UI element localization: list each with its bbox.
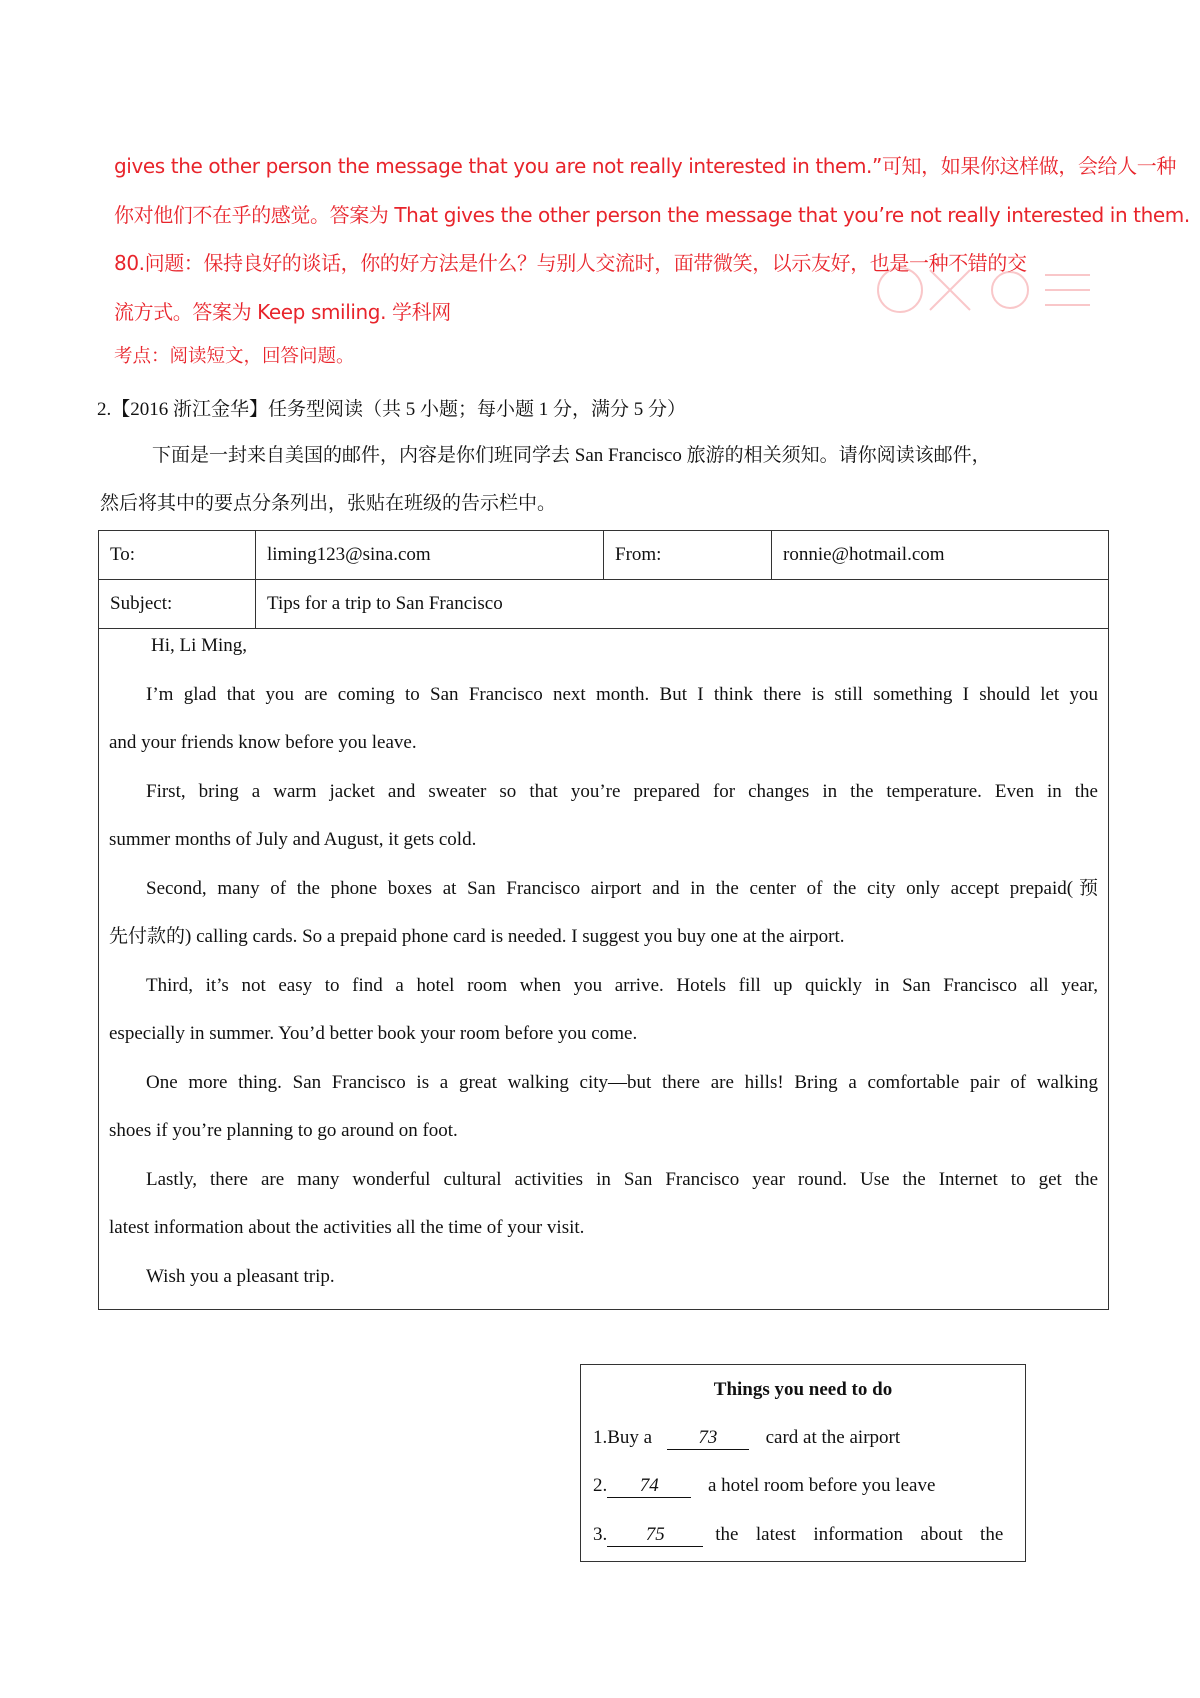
watermark-icon	[860, 250, 1110, 330]
email-body	[109, 631, 1098, 1310]
key-point: 考点：阅读短文，回答问题。	[114, 347, 355, 367]
task-title: Things you need to do	[713, 1379, 893, 1400]
intro-line: 然后将其中的要点分条列出，张贴在班级的告示栏中。	[100, 493, 557, 514]
to-value: liming123@sina.com	[255, 531, 603, 579]
email-line: Second, many of the phone boxes at San Francisco airport and in the center of the city only accept prepaid(预	[146, 877, 1098, 899]
email-line: summer months of July and August, it gets cold.	[109, 829, 477, 850]
email-line: First, bring a warm jacket and sweater so that you’re prepared for changes in the temperature. Even in the	[146, 780, 1098, 802]
email-line: Third, it’s not easy to find a hotel room when you arrive. Hotels fill up quickly in San Francisco all year,	[146, 974, 1098, 996]
task-suffix: the latest information about the	[715, 1524, 1004, 1545]
email-line: latest information about the activities all the time of your visit.	[109, 1217, 585, 1238]
email-line: One more thing. San Francisco is a great walking city—but there are hills! Bring a comfortable pair of walking	[146, 1071, 1098, 1093]
task-item	[593, 1520, 1017, 1550]
answer-line: 80.问题：保持良好的谈话，你的好方法是什么？与别人交流时，面带微笑，以示友好，也是一种不错的交	[114, 251, 1027, 275]
answer-blank-75[interactable]: 75	[607, 1524, 703, 1547]
question-heading: 2.【2016 浙江金华】任务型阅读（共 5 小题；每小题 1 分，满分 5 分）	[97, 399, 687, 420]
answer-blank-73[interactable]: 73	[667, 1427, 749, 1450]
email-greeting: Hi, Li Ming,	[151, 635, 248, 656]
email-closing: Wish you a pleasant trip.	[146, 1265, 335, 1287]
task-prefix: 2.	[593, 1475, 608, 1496]
email-table	[98, 530, 1109, 1310]
task-box	[580, 1364, 1026, 1562]
from-value: ronnie@hotmail.com	[771, 531, 1108, 579]
task-suffix: a hotel room before you leave	[708, 1475, 936, 1496]
from-label: From:	[603, 531, 771, 579]
task-suffix: card at the airport	[765, 1427, 901, 1448]
question-intro	[100, 441, 1108, 537]
answer-line: gives the other person the message that you are not really interested in them.”可知，如果你这样做，会给人一种	[114, 154, 1176, 178]
answer-line: 你对他们不在乎的感觉。答案为 That gives the other person the message that you’re not really interested in them.	[114, 202, 1190, 227]
subject-label: Subject:	[110, 593, 173, 614]
task-prefix: 3.	[593, 1524, 608, 1545]
subject-value: Tips for a trip to San Francisco	[255, 580, 1108, 628]
email-line: especially in summer. You’d better book your room before you come.	[109, 1023, 638, 1044]
email-line: shoes if you’re planning to go around on foot.	[109, 1120, 458, 1141]
task-prefix: 1.Buy a	[593, 1427, 653, 1448]
to-label: To:	[110, 544, 136, 565]
email-line: 先付款的) calling cards. So a prepaid phone card is needed. I suggest you buy one at the airport.	[109, 926, 845, 947]
email-line: I’m glad that you are coming to San Francisco next month. But I think there is still something I should let you	[146, 683, 1098, 705]
email-subject-row	[99, 580, 1108, 629]
email-line: and your friends know before you leave.	[109, 732, 417, 753]
task-item	[593, 1471, 1017, 1501]
email-header-row	[99, 531, 1108, 580]
answer-line: 流方式。答案为 Keep smiling. 学科网	[114, 299, 451, 324]
answer-blank-74[interactable]: 74	[607, 1475, 691, 1498]
email-line: Lastly, there are many wonderful cultural activities in San Francisco year round. Use the Internet to get the	[146, 1168, 1098, 1190]
task-item	[593, 1423, 1017, 1453]
intro-line: 下面是一封来自美国的邮件，内容是你们班同学去 San Francisco 旅游的相关须知。请你阅读该邮件，	[152, 445, 991, 466]
